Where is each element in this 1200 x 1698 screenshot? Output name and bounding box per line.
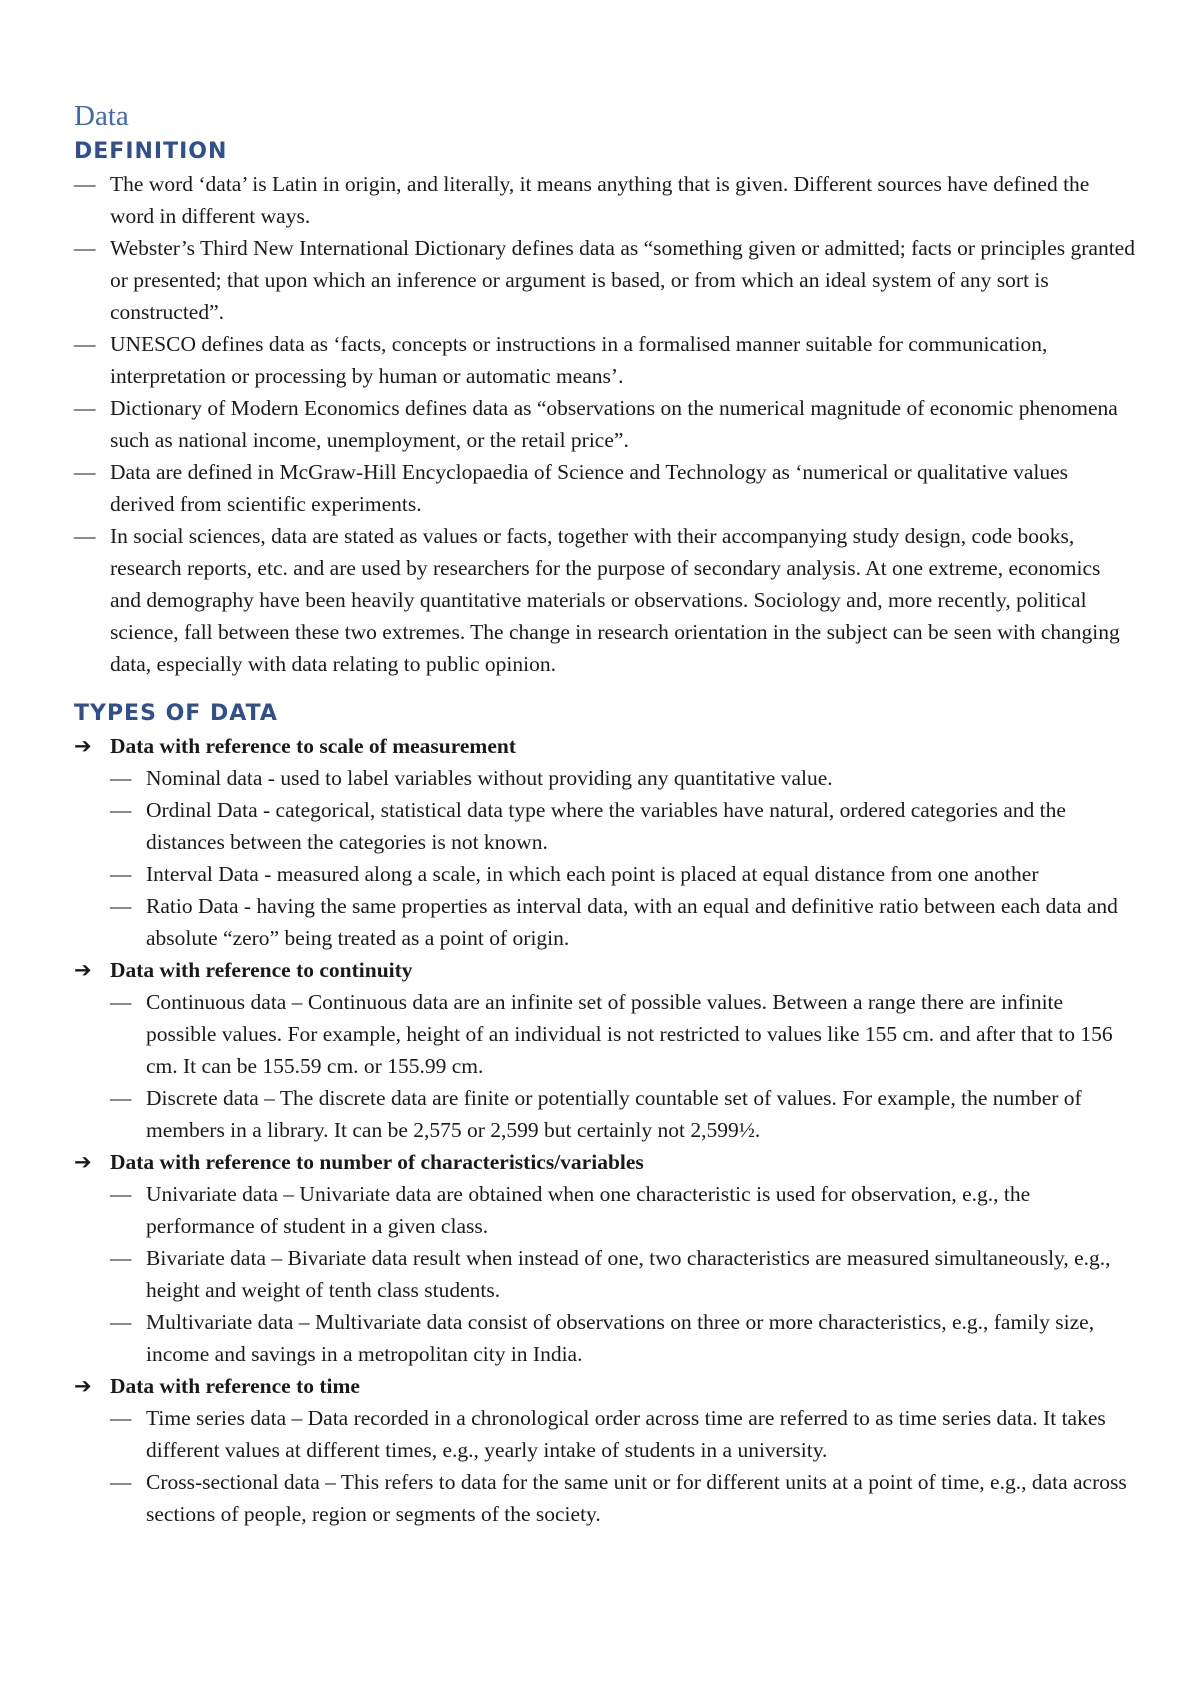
dash-bullet: — — [110, 766, 132, 790]
dash-bullet: — — [74, 396, 96, 420]
type-item — [110, 1306, 1136, 1370]
dash-bullet: — — [74, 236, 96, 260]
type-group-title: Data with reference to time — [110, 1374, 360, 1398]
arrow-right-icon: ➔ — [74, 958, 92, 982]
type-item-text: Interval Data - measured along a scale, in which each point is placed at equal distance from one another — [146, 862, 1039, 886]
type-item-text: Continuous data – Continuous data are an infinite set of possible values. Between a range there are infinite possible values. For example, height of an individual is not restricted to values like 155 cm. and after that to 156 cm. It can be 155.59 cm. or 155.99 cm. — [146, 990, 1113, 1078]
type-item-text: Discrete data – The discrete data are finite or potentially countable set of values. For example, the number of members in a library. It can be 2,575 or 2,599 but certainly not 2,599½. — [146, 1086, 1082, 1142]
type-group-variables — [74, 1146, 1136, 1370]
document-page — [74, 96, 1136, 1530]
type-item — [110, 794, 1136, 858]
dash-bullet: — — [110, 798, 132, 822]
type-item-text: Ratio Data - having the same properties as interval data, with an equal and definitive ratio between each data and absolute “zero” being treated as a point of origin. — [146, 894, 1118, 950]
arrow-right-icon: ➔ — [74, 1150, 92, 1174]
definition-text: Webster’s Third New International Dictionary defines data as “something given or admitted; facts or principles granted or presented; that upon which an inference or argument is based, or from which an ideal system of any sort is constructed”. — [110, 236, 1135, 324]
type-item — [110, 1402, 1136, 1466]
type-item-text: Bivariate data – Bivariate data result when instead of one, two characteristics are measured simultaneously, e.g., height and weight of tenth class students. — [146, 1246, 1111, 1302]
type-item-text: Ordinal Data - categorical, statistical data type where the variables have natural, ordered categories and the distances between the categories is not known. — [146, 798, 1066, 854]
type-item — [110, 1082, 1136, 1146]
definition-text: Data are defined in McGraw-Hill Encyclopaedia of Science and Technology as ‘numerical or qualitative values derived from scientific experiments. — [110, 460, 1069, 516]
definition-item — [74, 456, 1136, 520]
definition-item — [74, 520, 1136, 680]
definition-text: The word ‘data’ is Latin in origin, and literally, it means anything that is given. Different sources have defined the word in different ways. — [110, 172, 1090, 228]
dash-bullet: — — [110, 1182, 132, 1206]
definition-text: Dictionary of Modern Economics defines data as “observations on the numerical magnitude of economic phenomena such as national income, unemployment, or the retail price”. — [110, 396, 1118, 452]
definition-item — [74, 232, 1136, 328]
type-item — [110, 1178, 1136, 1242]
type-group-continuity — [74, 954, 1136, 1146]
dash-bullet: — — [74, 332, 96, 356]
type-group-list — [110, 1402, 1136, 1530]
type-group-title: Data with reference to number of characteristics/variables — [110, 1150, 644, 1174]
dash-bullet: — — [74, 460, 96, 484]
dash-bullet: — — [110, 1470, 132, 1494]
type-group-list — [110, 1178, 1136, 1370]
definition-heading: DEFINITION — [74, 139, 228, 164]
type-item-text: Nominal data - used to label variables without providing any quantitative value. — [146, 766, 833, 790]
dash-bullet: — — [74, 172, 96, 196]
definition-item — [74, 168, 1136, 232]
dash-bullet: — — [110, 1246, 132, 1270]
type-group-scale — [74, 730, 1136, 954]
page-title: Data — [74, 100, 129, 132]
definition-item — [74, 328, 1136, 392]
definition-list — [74, 168, 1136, 680]
type-group-title: Data with reference to scale of measurement — [110, 734, 516, 758]
definition-text: In social sciences, data are stated as values or facts, together with their accompanying study design, code books, research reports, etc. and are used by researchers for the purpose of secondary analysis. At one extreme, economics and demography have been heavily quantitative materials or observations. Sociology and, more recently, political science, fall between these two extremes. The change in research orientation in the subject can be seen with changing data, especially with data relating to public opinion. — [110, 524, 1120, 676]
type-group-list — [110, 762, 1136, 954]
type-item-text: Univariate data – Univariate data are obtained when one characteristic is used for observation, e.g., the performance of student in a given class. — [146, 1182, 1031, 1238]
dash-bullet: — — [110, 990, 132, 1014]
types-heading: TYPES OF DATA — [74, 701, 278, 726]
dash-bullet: — — [110, 862, 132, 886]
type-item-text: Time series data – Data recorded in a chronological order across time are referred to as time series data. It takes different values at different times, e.g., yearly intake of students in a university. — [146, 1406, 1106, 1462]
type-item-text: Cross-sectional data – This refers to data for the same unit or for different units at a point of time, e.g., data across sections of people, region or segments of the society. — [146, 1470, 1127, 1526]
type-group-list — [110, 986, 1136, 1146]
type-item — [110, 986, 1136, 1082]
dash-bullet: — — [110, 1086, 132, 1110]
type-item — [110, 858, 1136, 890]
type-item — [110, 762, 1136, 794]
type-item-text: Multivariate data – Multivariate data consist of observations on three or more characteristics, e.g., family size, income and savings in a metropolitan city in India. — [146, 1310, 1095, 1366]
dash-bullet: — — [110, 894, 132, 918]
type-item — [110, 1466, 1136, 1530]
type-group-title: Data with reference to continuity — [110, 958, 413, 982]
dash-bullet: — — [74, 524, 96, 548]
type-group-time — [74, 1370, 1136, 1530]
type-item — [110, 1242, 1136, 1306]
arrow-right-icon: ➔ — [74, 734, 92, 758]
definition-text: UNESCO defines data as ‘facts, concepts or instructions in a formalised manner suitable for communication, interpretation or processing by human or automatic means’. — [110, 332, 1048, 388]
definition-item — [74, 392, 1136, 456]
arrow-right-icon: ➔ — [74, 1374, 92, 1398]
dash-bullet: — — [110, 1310, 132, 1334]
dash-bullet: — — [110, 1406, 132, 1430]
type-item — [110, 890, 1136, 954]
